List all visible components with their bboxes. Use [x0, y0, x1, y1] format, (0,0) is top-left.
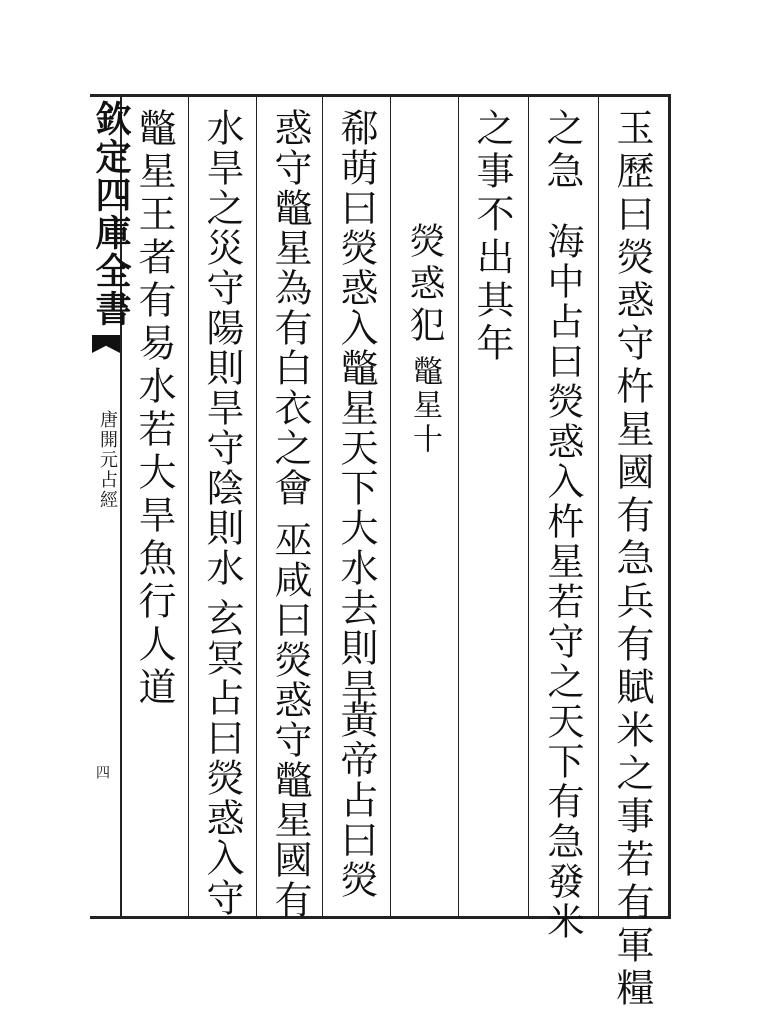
column-divider — [528, 96, 529, 916]
margin-title: 欽定四庫全書 — [90, 100, 132, 328]
column-divider — [390, 96, 391, 916]
text-column-7a: 水旱之災守陽則旱守陰則水 — [200, 108, 244, 588]
column-divider — [598, 96, 599, 916]
text-column-5b: 黃帝占曰熒 — [334, 700, 378, 900]
text-column-2b: 海中占曰熒惑入杵星若守之天下有急發米 — [541, 222, 584, 942]
fish-tail-mark — [92, 335, 120, 353]
column-divider — [322, 96, 323, 916]
section-heading: 熒惑犯 — [404, 222, 445, 348]
text-column-6a: 惑守鼈星為有白衣之會 — [268, 108, 312, 508]
text-column-6b: 巫咸曰熒惑守鼈星國有 — [268, 520, 312, 920]
column-divider — [188, 96, 189, 916]
column-divider — [256, 96, 257, 916]
top-border — [90, 94, 670, 97]
text-column-5a: 郗萌曰熒惑入鼈星天下大水去則旱 — [334, 108, 378, 708]
text-column-8: 鼈星王者有易水若大旱魚行人道 — [132, 108, 176, 710]
section-heading-number: 鼈星十 — [407, 355, 442, 457]
right-border — [668, 94, 671, 919]
margin-book-title: 唐開元占經 — [97, 410, 118, 510]
text-column-2a: 之急 — [540, 108, 584, 194]
text-column-3: 之事不出其年 — [470, 108, 514, 366]
text-column-1: 玉歷曰熒惑守杵星國有急兵有賦米之事若有軍糧 — [610, 108, 654, 1011]
margin-page-number: 四 — [94, 765, 110, 779]
text-column-7b: 玄冥占曰熒惑入守 — [200, 598, 244, 918]
column-divider — [458, 96, 459, 916]
